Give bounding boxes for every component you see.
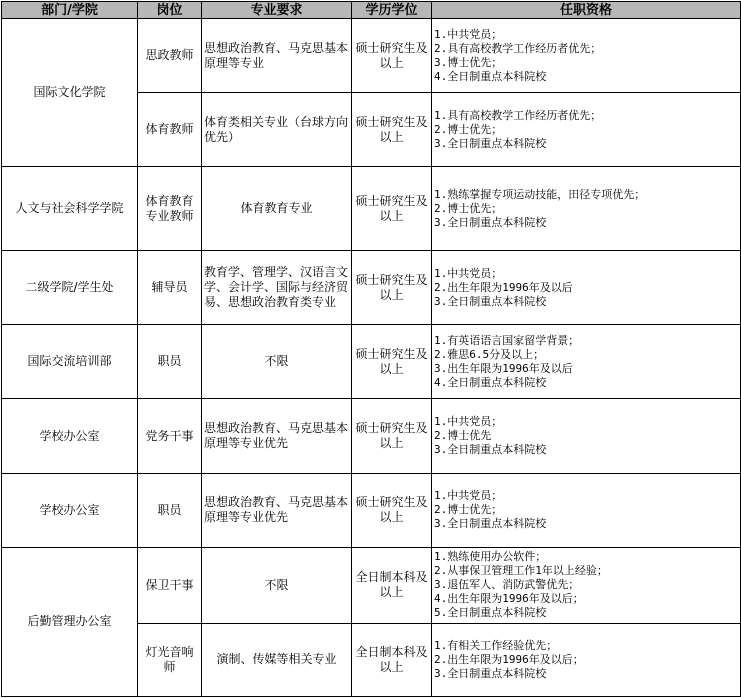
qualification-cell: [432, 251, 741, 325]
degree-cell: 硕士研究生及以上: [352, 325, 432, 399]
post-cell: 保卫干事: [138, 547, 202, 623]
qualification-cell: [432, 167, 741, 251]
major-cell: 体育教育专业: [202, 167, 352, 251]
qualification-item: 5.全日制重点本科院校: [434, 606, 547, 620]
header-dept: 部门/学院: [2, 2, 138, 19]
major-cell: 体育类相关专业（台球方向优先）: [202, 93, 352, 167]
recruitment-table: [1, 1, 741, 697]
qualification-item: 4.全日制重点本科院校: [434, 375, 547, 389]
qualification-item: 3.全日制重点本科院校: [434, 517, 547, 531]
major-cell: 思想政治教育、马克思基本原理等专业优先: [202, 473, 352, 547]
qualification-item: 4.全日制重点本科院校: [434, 69, 547, 83]
qualification-item: 2.出生年限为1996年及以后: [434, 280, 573, 294]
qualification-item: 3.退伍军人、消防武警优先；: [434, 578, 580, 592]
table-row: [2, 167, 741, 251]
dept-cell: 人文与社会科学学院: [2, 167, 138, 251]
qualification-item: 2.博士优先: [434, 429, 492, 443]
degree-cell: 全日制本科及以上: [352, 623, 432, 696]
qualification-item: 3.全日制重点本科院校: [434, 215, 547, 229]
degree-cell: 硕士研究生及以上: [352, 93, 432, 167]
qualification-item: 1.有相关工作经验优先；: [434, 638, 558, 652]
major-cell: 思想政治教育、马克思基本原理等专业优先: [202, 399, 352, 473]
qualification-cell: [432, 325, 741, 399]
major-cell: 不限: [202, 325, 352, 399]
qualification-item: 1.中共党员；: [434, 489, 503, 503]
qualification-item: 1.中共党员；: [434, 415, 503, 429]
post-cell: 辅导员: [138, 251, 202, 325]
header-post: 岗位: [138, 2, 202, 19]
qualification-cell: [432, 547, 741, 623]
qualification-item: 1.熟练掌握专项运动技能，田径专项优先；: [434, 187, 646, 201]
post-cell: 职员: [138, 473, 202, 547]
post-cell: 体育教育专业教师: [138, 167, 202, 251]
qualification-item: 1.具有高校教学工作经历者优先；: [434, 108, 602, 122]
qualification-item: 2.出生年限为1996年及以后；: [434, 652, 584, 666]
qualification-item: 3.博士优先；: [434, 55, 503, 69]
degree-cell: 硕士研究生及以上: [352, 19, 432, 93]
qualification-item: 2.博士优先；: [434, 503, 503, 517]
dept-cell: 学校办公室: [2, 399, 138, 473]
qualification-item: 3.全日制重点本科院校: [434, 443, 547, 457]
degree-cell: 硕士研究生及以上: [352, 251, 432, 325]
qualification-item: 1.中共党员；: [434, 266, 503, 280]
table-row: [2, 399, 741, 473]
qualification-cell: [432, 93, 741, 167]
degree-cell: 硕士研究生及以上: [352, 399, 432, 473]
degree-cell: 全日制本科及以上: [352, 547, 432, 623]
header-qualification: 任职资格: [432, 2, 741, 19]
qualification-item: 2.博士优先；: [434, 122, 503, 136]
major-cell: 不限: [202, 547, 352, 623]
qualification-cell: [432, 19, 741, 93]
header-degree: 学历学位: [352, 2, 432, 19]
qualification-cell: [432, 473, 741, 547]
post-cell: 职员: [138, 325, 202, 399]
major-cell: 演制、传媒等相关专业: [202, 623, 352, 696]
dept-cell: 学校办公室: [2, 473, 138, 547]
degree-cell: 硕士研究生及以上: [352, 167, 432, 251]
qualification-item: 2.从事保卫管理工作1年以上经验；: [434, 564, 608, 578]
qualification-item: 3.全日制重点本科院校: [434, 666, 547, 680]
table-row: [2, 473, 741, 547]
degree-cell: 硕士研究生及以上: [352, 473, 432, 547]
qualification-item: 2.具有高校教学工作经历者优先；: [434, 41, 602, 55]
qualification-item: 2.博士优先；: [434, 201, 503, 215]
qualification-item: 3.全日制重点本科院校: [434, 294, 547, 308]
qualification-item: 4.出生年限为1996年及以后；: [434, 592, 584, 606]
table-row: [2, 251, 741, 325]
post-cell: 灯光音响师: [138, 623, 202, 696]
qualification-item: 2.雅思6.5分及以上；: [434, 347, 545, 361]
qualification-item: 1.熟练使用办公软件；: [434, 550, 547, 564]
post-cell: 党务干事: [138, 399, 202, 473]
dept-cell: 国际交流培训部: [2, 325, 138, 399]
post-cell: 思政教师: [138, 19, 202, 93]
dept-cell: 二级学院/学生处: [2, 251, 138, 325]
table-row: [2, 19, 741, 93]
major-cell: 思想政治教育、马克思基本原理等专业: [202, 19, 352, 93]
dept-cell: 国际文化学院: [2, 19, 138, 167]
major-cell: 教育学、管理学、汉语言文学、会计学、国际与经济贸易、思想政治教育类专业: [202, 251, 352, 325]
header-row: [2, 2, 741, 19]
qualification-item: 3.全日制重点本科院校: [434, 136, 547, 150]
qualification-cell: [432, 399, 741, 473]
qualification-cell: [432, 623, 741, 696]
qualification-item: 3.出生年限为1996年及以后: [434, 361, 573, 375]
table-row: [2, 547, 741, 623]
dept-cell: 后勤管理办公室: [2, 547, 138, 696]
qualification-item: 1.有英语语言国家留学背景；: [434, 333, 580, 347]
post-cell: 体育教师: [138, 93, 202, 167]
qualification-item: 1.中共党员；: [434, 27, 503, 41]
header-major: 专业要求: [202, 2, 352, 19]
table-row: [2, 325, 741, 399]
